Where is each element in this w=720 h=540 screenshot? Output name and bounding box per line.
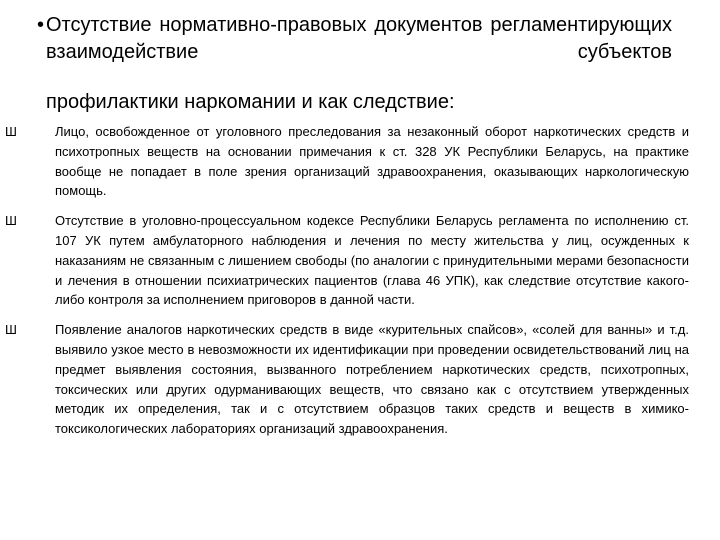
item-list [0,122,720,449]
list-item [5,211,689,310]
item-marker: Ш [5,213,17,229]
heading-bullet: • [37,14,45,36]
heading-line3: профилактики наркомании и как следствие: [46,91,455,113]
item-marker: Ш [5,124,17,139]
list-item [5,122,689,201]
heading [37,12,672,66]
list-item [5,320,689,439]
item-text: Появление аналогов наркотических средств в виде «курительных спайсов», «солей для ванны» и т.д. выявило узкое место в невозможности их идентификации при проведении освидетельствований лиц на предмет выявления состояния, вызванного потреблением наркотических средств, психотропных, токсических или других одурманивающих веществ, что связано как с отсутствием утвержденных методик их определения, так и с отсутствием образцов таких средств и веществ в химико-токсикологических лабораториях организаций здравоохранения. [55,322,689,437]
item-text: Лицо, освобожденное от уголовного преследования за незаконный оборот наркотических средств и психотропных веществ на основании примечания к ст. 328 УК Республики Беларусь, на практике вообще не попадает в поле зрения организаций здравоохранения, оказывающих наркологическую помощь. [55,124,689,199]
item-marker: Ш [5,322,17,338]
heading-text: Отсутствие нормативно-правовых документов регламентирующих взаимодействие субъектов [46,14,672,63]
item-text: Отсутствие в уголовно-процессуальном кодексе Республики Беларусь регламента по исполнению ст. 107 УК путем амбулаторного наблюдения и лечения по месту жительства у лиц, осужденных к наказаниям не связанным с лишением свободы (по аналогии с принудительными мерами безопасности и лечения в отношении психиатрических пациентов (глава 46 УПК), как следствие отсутствие какого-либо контроля за исполнением приговоров в данной части. [55,213,689,308]
